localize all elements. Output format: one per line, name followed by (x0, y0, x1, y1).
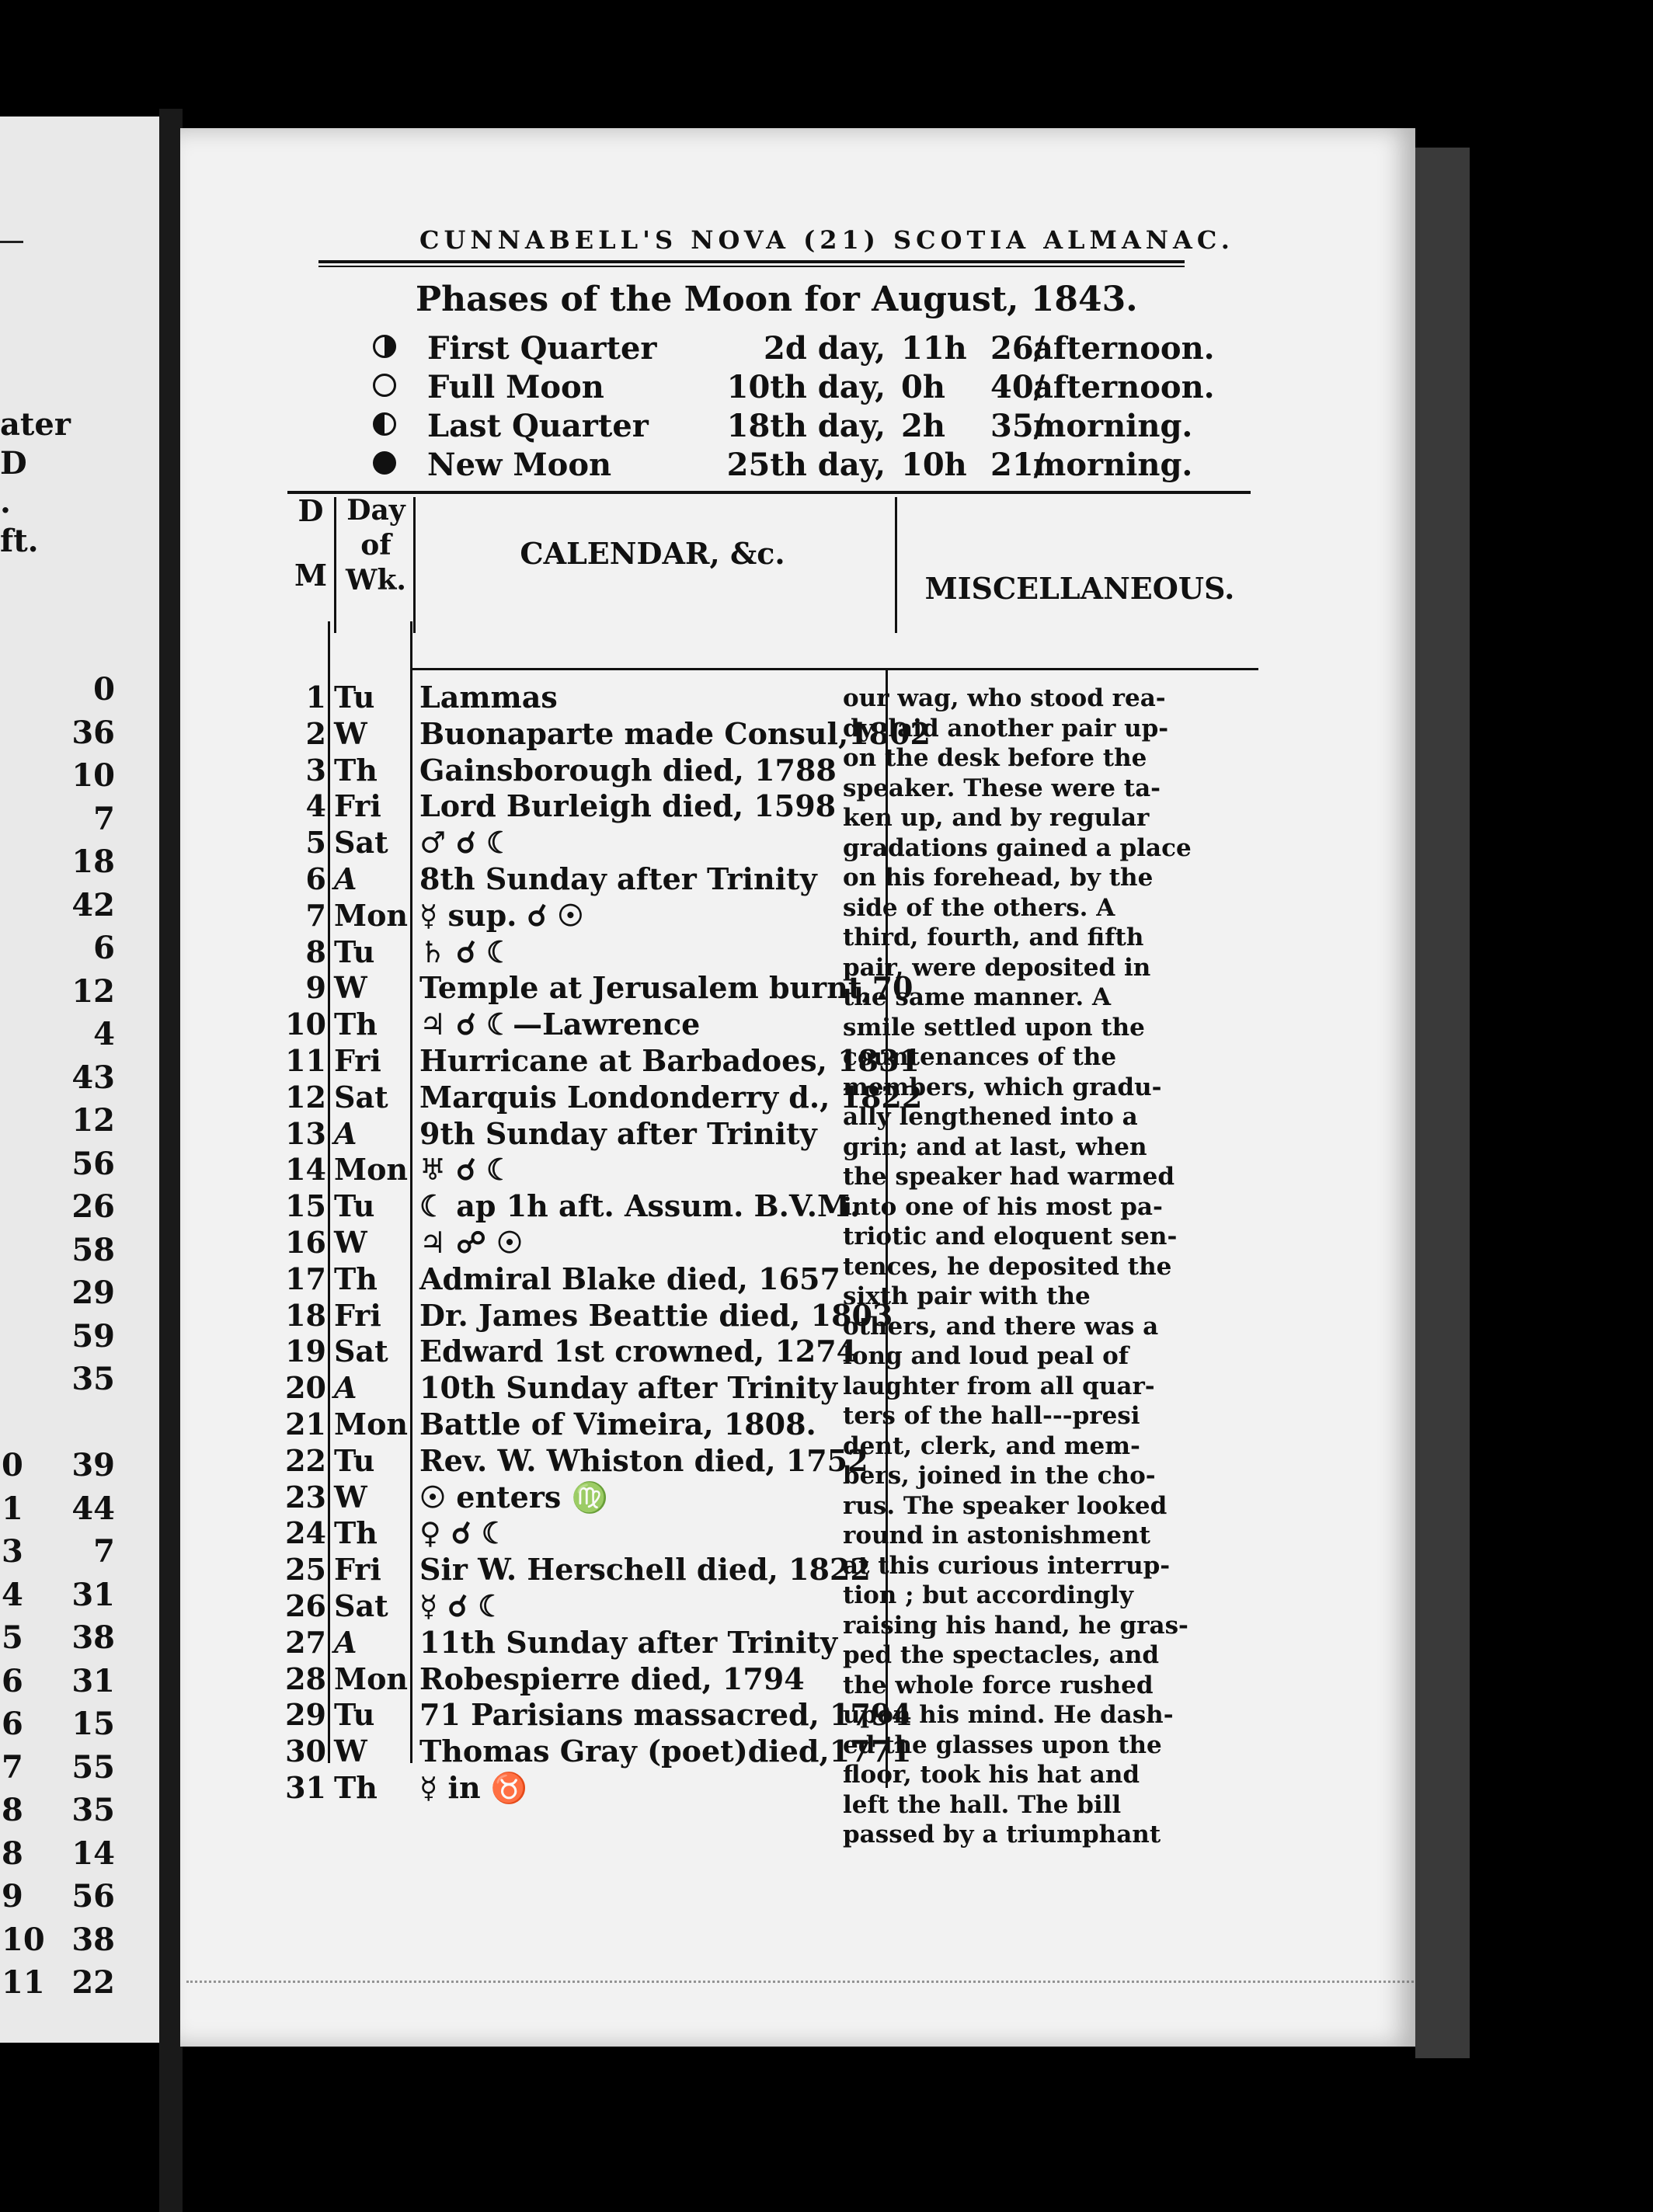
left-page-rule (0, 241, 23, 243)
left-page-row (0, 1574, 155, 1617)
day-of-month: 31 (285, 1769, 326, 1805)
page-edge (1415, 148, 1470, 2058)
moon-first-icon (373, 335, 404, 358)
miscellaneous-line: sixth pair with the (843, 1282, 1091, 1310)
day-of-month: 14 (285, 1152, 326, 1188)
moon-phase-row (373, 330, 1215, 369)
left-page-row (0, 1315, 155, 1358)
day-of-week: A (334, 1624, 357, 1660)
left-page-cell: 55 (71, 1748, 115, 1786)
running-head: CUNNABELL'S NOVA (21) SCOTIA ALMANAC. (419, 225, 1234, 255)
moon-full-glyph (373, 374, 396, 397)
miscellaneous-line: floor, took his hat and (843, 1761, 1140, 1789)
miscellaneous-line: dy, laid another pair up- (843, 714, 1169, 743)
moon-last-icon (373, 412, 404, 436)
left-page-cell: 7 (93, 1533, 115, 1570)
calendar-row (225, 715, 931, 753)
calendar-row (225, 1334, 909, 1370)
miscellaneous-line: upon his mind. He dash- (843, 1701, 1174, 1729)
left-page-row (0, 798, 155, 841)
day-of-week: Sat (334, 1334, 388, 1369)
calendar-row (225, 861, 909, 898)
phase-name: First Quarter (427, 330, 657, 367)
moon-new-glyph (373, 451, 396, 475)
miscellaneous-line: members, which gradu- (843, 1073, 1162, 1101)
day-of-month: 15 (285, 1188, 326, 1224)
phase-time-of-day: morning. (1033, 408, 1193, 444)
moon-full-icon (373, 374, 404, 397)
day-of-week: Tu (334, 680, 375, 715)
left-page-row (0, 1444, 155, 1487)
left-page-row (0, 1530, 155, 1574)
miscellaneous-line: speaker. These were ta- (843, 774, 1161, 802)
left-page-cell: 31 (71, 1576, 115, 1613)
day-of-month: 16 (285, 1224, 326, 1260)
day-of-month: 21 (285, 1406, 326, 1442)
calendar-row (225, 1188, 909, 1225)
calendar-row (225, 1116, 909, 1153)
day-of-week: Sat (334, 1079, 388, 1115)
calendar-event: 11th Sunday after Trinity (419, 1624, 838, 1660)
left-page-cell: 8 (2, 1792, 23, 1828)
calendar-row (225, 1261, 909, 1298)
left-page-row (0, 1961, 155, 2005)
left-page-row (0, 1702, 155, 1746)
column-header-m: M (294, 558, 328, 593)
left-page-row (0, 840, 155, 884)
moon-phase-row (373, 369, 1215, 408)
calendar-event: Rev. W. Whiston died, 1752 (419, 1442, 868, 1478)
miscellaneous-line: into one of his most pa- (843, 1192, 1163, 1221)
column-header-day-of-week (339, 493, 413, 598)
miscellaneous-line: passed by a triumphant (843, 1821, 1161, 1849)
left-page-row (0, 927, 155, 970)
miscellaneous-line: left the hall. The bill (843, 1790, 1122, 1819)
calendar-event: ☿ ☌ ☾ (419, 1588, 505, 1623)
calendar-row (225, 1225, 909, 1261)
moon-new-icon (373, 451, 404, 475)
miscellaneous-line: triotic and eloquent sen- (843, 1223, 1178, 1250)
phase-name: Last Quarter (427, 408, 649, 444)
left-page-row (0, 1875, 155, 1918)
day-of-month: 11 (285, 1042, 326, 1078)
calendar-row (225, 970, 914, 1007)
left-page-row (0, 1358, 155, 1401)
day-of-week: Mon (334, 897, 409, 933)
day-of-month: 24 (285, 1515, 326, 1551)
left-page-cell: 7 (93, 800, 115, 837)
day-of-month: 1 (305, 680, 326, 715)
calendar-row (225, 1298, 909, 1334)
left-page-word: ft. (0, 523, 39, 559)
phase-day: 2d day, (764, 330, 886, 367)
left-page-fragment (0, 117, 159, 2043)
left-page-cell: 6 (2, 1706, 23, 1742)
left-page-row (0, 970, 155, 1014)
left-page-cell: 38 (71, 1921, 115, 1958)
column-header-miscellaneous: MISCELLANEOUS. (924, 571, 1235, 606)
calendar-event: Lammas (419, 680, 558, 715)
phase-hour: 11h (901, 330, 967, 367)
calendar-event: Edward 1st crowned, 1274 (419, 1334, 858, 1369)
left-page-cell: 12 (71, 1102, 115, 1139)
day-of-week: Sat (334, 825, 388, 861)
calendar-event: 8th Sunday after Trinity (419, 861, 817, 896)
calendar-event: ♃ ☍ ☉ (419, 1224, 524, 1260)
left-page-row (0, 1229, 155, 1272)
day-of-week-line-1: Day (346, 494, 405, 527)
day-of-week: Th (334, 1515, 378, 1551)
calendar-event: Temple at Jerusalem burnt,70 (419, 970, 914, 1006)
calendar-event: 9th Sunday after Trinity (419, 1115, 817, 1151)
phase-day: 10th day, (726, 369, 886, 405)
miscellaneous-line: ed the glasses upon the (843, 1730, 1162, 1759)
left-page-cell: 43 (71, 1059, 115, 1096)
phase-minute: 35/ (990, 408, 1046, 444)
day-of-week: A (334, 1370, 357, 1406)
miscellaneous-line: round in astonishment (843, 1522, 1150, 1549)
left-page-cell: 4 (2, 1576, 23, 1613)
left-page-cell: 8 (2, 1835, 23, 1872)
miscellaneous-line: others, and there was a (843, 1312, 1159, 1341)
left-page-row (0, 754, 155, 798)
calendar-row (225, 1152, 909, 1188)
left-page-row (0, 1143, 155, 1186)
calendar-event: Robespierre died, 1794 (419, 1661, 805, 1696)
miscellaneous-line: tion ; but accordingly (843, 1581, 1133, 1609)
calendar-event: Sir W. Herschell died, 1822 (419, 1552, 871, 1588)
miscellaneous-line: the whole force rushed (843, 1671, 1154, 1699)
day-of-month: 19 (285, 1334, 326, 1369)
calendar-event: ☿ in ♉ (419, 1769, 528, 1805)
left-page-row (0, 1013, 155, 1056)
left-page-row (0, 884, 155, 927)
day-of-week: Th (334, 1261, 378, 1296)
left-page-cell: 4 (93, 1016, 115, 1052)
day-of-week: Tu (334, 1697, 375, 1733)
day-of-week: Fri (334, 1552, 381, 1588)
day-of-month: 26 (285, 1588, 326, 1623)
calendar-event: ♂ ☌ ☾ (419, 825, 513, 861)
left-page-words (0, 405, 71, 561)
left-page-row (0, 1832, 155, 1876)
day-of-week: W (334, 1479, 367, 1515)
phase-minute: 21/ (990, 447, 1046, 483)
left-page-cell: 15 (71, 1706, 115, 1742)
phase-name: New Moon (427, 447, 612, 483)
day-of-week: Th (334, 1769, 378, 1805)
miscellaneous-line: long and loud peal of (843, 1342, 1129, 1370)
left-page-row (0, 1789, 155, 1832)
left-page-cell: 58 (71, 1231, 115, 1268)
left-page-cell: 1 (2, 1490, 23, 1527)
left-page-cell: 10 (71, 757, 115, 794)
left-page-row (0, 1918, 155, 1962)
phase-minute: 40/ (990, 369, 1046, 405)
phase-day: 25th day, (726, 447, 886, 483)
calendar-row (225, 1480, 909, 1516)
day-of-week: Tu (334, 934, 375, 969)
day-of-month: 25 (285, 1552, 326, 1588)
miscellaneous-line: ters of the hall---presi (843, 1402, 1140, 1430)
calendar-row (225, 1625, 909, 1661)
table-header-top-rule (287, 491, 1251, 494)
left-page-cell: 44 (71, 1490, 115, 1527)
left-page-cell: 0 (2, 1447, 23, 1483)
calendar-row (225, 1770, 909, 1807)
day-of-month: 23 (285, 1479, 326, 1515)
miscellaneous-line: smile settled upon the (843, 1013, 1145, 1042)
left-page-cell: 59 (71, 1317, 115, 1355)
day-of-week: Tu (334, 1188, 375, 1224)
day-of-month: 30 (285, 1734, 326, 1769)
calendar-row (225, 1515, 909, 1552)
calendar-event: ♃ ☌ ☾—Lawrence (419, 1007, 701, 1042)
calendar-event: ♀ ☌ ☾ (419, 1515, 508, 1551)
column-header-calendar: CALENDAR, &c. (520, 536, 785, 571)
day-of-week: Sat (334, 1588, 388, 1623)
miscellaneous-line: ally lengthened into a (843, 1103, 1138, 1131)
left-page-cell: 18 (71, 843, 115, 880)
phase-hour: 0h (901, 369, 945, 405)
left-page-cell: 56 (71, 1878, 115, 1915)
day-of-month: 7 (305, 897, 326, 933)
calendar-event: 10th Sunday after Trinity (419, 1370, 838, 1406)
left-page-cell: 5 (2, 1619, 23, 1656)
left-page-cell: 12 (71, 972, 115, 1010)
left-page-row (0, 1487, 155, 1531)
left-page-cell: 14 (71, 1835, 115, 1872)
left-page-word: . (0, 484, 11, 520)
day-of-week: Fri (334, 1297, 381, 1333)
miscellaneous-line: our wag, who stood rea- (843, 684, 1166, 712)
miscellaneous-line: on his forehead, by the (843, 864, 1154, 892)
day-of-month: 3 (305, 752, 326, 788)
miscellaneous-line: countenances of the (843, 1043, 1117, 1071)
header-divider-3 (895, 497, 897, 633)
day-of-month: 28 (285, 1661, 326, 1696)
day-of-month: 29 (285, 1697, 326, 1733)
left-page-row (0, 1660, 155, 1703)
left-page-cell: 9 (2, 1878, 23, 1915)
day-of-week: Mon (334, 1661, 409, 1696)
miscellaneous-line: grin; and at last, when (843, 1132, 1147, 1161)
phase-minute: 26/ (990, 330, 1046, 367)
phase-hour: 2h (901, 408, 945, 444)
moon-phases-list (373, 330, 1215, 485)
calendar-row (225, 753, 909, 789)
day-of-week: Th (334, 752, 378, 788)
day-of-week: A (334, 1115, 357, 1151)
phase-name: Full Moon (427, 369, 604, 405)
left-page-row (0, 1616, 155, 1660)
day-of-week: Mon (334, 1152, 409, 1188)
miscellaneous-line: the speaker had warmed (843, 1163, 1175, 1191)
miscellaneous-line: ped the spectacles, and (843, 1641, 1160, 1669)
day-of-week: W (334, 1734, 367, 1769)
left-page-row (0, 1271, 155, 1315)
calendar-row (225, 1007, 909, 1043)
calendar-row (225, 788, 909, 825)
left-page-cell: 26 (71, 1188, 115, 1225)
calendar-row (225, 825, 909, 861)
day-of-month: 20 (285, 1370, 326, 1406)
header-divider-2 (413, 497, 416, 633)
day-of-month: 12 (285, 1079, 326, 1115)
calendar-row (225, 1079, 923, 1116)
phase-day: 18th day, (726, 408, 886, 444)
day-of-week: W (334, 1224, 367, 1260)
phase-hour: 10h (901, 447, 967, 483)
head-rule-thin (318, 266, 1185, 267)
calendar-row (225, 1407, 909, 1443)
page-bottom-edge (186, 1981, 1414, 2014)
day-of-month: 27 (285, 1624, 326, 1660)
calendar-event: ☿ sup. ☌ ☉ (419, 897, 584, 933)
calendar-row (225, 1370, 909, 1407)
calendar-event: Buonaparte made Consul,1802 (419, 715, 931, 751)
day-of-week: Mon (334, 1406, 409, 1442)
column-header-d: D (298, 493, 324, 528)
phases-title: Phases of the Moon for August, 1843. (416, 280, 1138, 319)
left-page-cell: 29 (71, 1275, 115, 1311)
day-of-month: 8 (305, 934, 326, 969)
miscellaneous-line: the same manner. A (843, 983, 1112, 1011)
left-page-cell: 31 (71, 1662, 115, 1699)
calendar-row (225, 680, 909, 716)
miscellaneous-line: dent, clerk, and mem- (843, 1431, 1140, 1460)
miscellaneous-line: bers, joined in the cho- (843, 1462, 1156, 1490)
calendar-event: Admiral Blake died, 1657 (419, 1261, 840, 1296)
calendar-event: ☉ enters ♍ (419, 1479, 608, 1515)
left-page-row (0, 1185, 155, 1229)
left-page-cell: 6 (93, 930, 115, 966)
miscellaneous-line: laughter from all quar- (843, 1372, 1155, 1400)
phase-time-of-day: afternoon. (1033, 369, 1215, 405)
left-page-cell: 38 (71, 1619, 115, 1656)
left-page-cell: 35 (71, 1792, 115, 1828)
day-of-week: Th (334, 1007, 378, 1042)
calendar-event: 71 Parisians massacred, 1794 (419, 1697, 912, 1733)
left-page-cell: 11 (2, 1964, 45, 2001)
miscellaneous-line: pair, were deposited in (843, 953, 1151, 982)
left-page-cell: 39 (71, 1447, 115, 1483)
calendar-row (225, 1588, 909, 1625)
calendar-event: Dr. James Beattie died, 1803 (419, 1297, 893, 1333)
day-of-week-line-3: Wk. (346, 564, 406, 596)
left-page-numbers (0, 668, 155, 2005)
moon-phase-row (373, 447, 1212, 485)
miscellaneous-line: rus. The speaker looked (843, 1491, 1168, 1520)
day-of-week: A (334, 861, 357, 896)
calendar-event: Thomas Gray (poet)died,1771 (419, 1734, 912, 1769)
miscellaneous-text (843, 683, 1255, 1850)
left-page-cell: 10 (2, 1921, 45, 1958)
day-of-month: 22 (285, 1442, 326, 1478)
miscellaneous-line: raising his hand, he gras- (843, 1611, 1188, 1640)
left-page-cell: 6 (2, 1662, 23, 1699)
day-of-month: 4 (305, 788, 326, 824)
calendar-event: Hurricane at Barbadoes, 1831 (419, 1042, 920, 1078)
left-page-cell: 7 (2, 1748, 23, 1786)
left-page-cell: 42 (71, 886, 115, 923)
day-of-month: 2 (305, 715, 326, 751)
left-page-row (0, 1056, 155, 1100)
left-page-cell: 0 (93, 671, 115, 708)
book-spine (159, 109, 183, 2212)
calendar-row (225, 898, 909, 934)
header-divider-1 (334, 497, 336, 633)
day-of-month: 10 (285, 1007, 326, 1042)
calendar-event: Lord Burleigh died, 1598 (419, 788, 837, 824)
left-page-cell: 36 (71, 714, 115, 751)
calendar-row (225, 1697, 912, 1734)
day-of-week: W (334, 970, 367, 1006)
day-of-week: Fri (334, 788, 381, 824)
calendar-row (225, 1661, 909, 1698)
moon-phase-row (373, 408, 1212, 447)
left-page-row (0, 1401, 155, 1445)
left-page-row (0, 1746, 155, 1789)
calendar-row (225, 1552, 909, 1588)
day-of-month: 13 (285, 1115, 326, 1151)
day-of-month: 9 (305, 970, 326, 1006)
left-page-cell: 35 (71, 1361, 115, 1397)
left-page-word: D (0, 445, 27, 482)
left-page-word: ater (0, 406, 71, 443)
miscellaneous-line: gradations gained a place (843, 833, 1192, 862)
calendar-row (225, 1042, 920, 1080)
left-page-cell: 22 (71, 1964, 115, 2001)
calendar-row (225, 934, 909, 971)
miscellaneous-line: ken up, and by regular (843, 804, 1150, 832)
miscellaneous-line: side of the others. A (843, 893, 1115, 922)
day-of-week: Fri (334, 1042, 381, 1078)
day-of-month: 17 (285, 1261, 326, 1296)
miscellaneous-line: third, fourth, and fifth (843, 923, 1144, 951)
left-page-row (0, 1099, 155, 1143)
day-of-month: 6 (305, 861, 326, 896)
left-page-cell: 56 (71, 1145, 115, 1182)
phase-time-of-day: morning. (1033, 447, 1193, 483)
day-of-week: Tu (334, 1442, 375, 1478)
calendar-event: Gainsborough died, 1788 (419, 752, 837, 788)
day-of-week: W (334, 715, 367, 751)
moon-last-glyph (373, 412, 396, 436)
calendar-event: ♄ ☌ ☾ (419, 934, 513, 969)
calendar-event: Battle of Vimeira, 1808. (419, 1406, 816, 1442)
left-page-row (0, 711, 155, 755)
calendar-row (225, 1443, 909, 1480)
calendar-event: ☾ ap 1h aft. Assum. B.V.M. (419, 1188, 861, 1224)
head-rule (318, 260, 1185, 263)
day-of-month: 5 (305, 825, 326, 861)
day-of-week-line-2: of (360, 529, 392, 562)
miscellaneous-line: tences, he deposited the (843, 1252, 1172, 1281)
left-page-row (0, 668, 155, 711)
day-of-month: 18 (285, 1297, 326, 1333)
left-page-cell: 3 (2, 1533, 23, 1570)
calendar-list (225, 617, 931, 1807)
phase-time-of-day: afternoon. (1033, 330, 1215, 367)
miscellaneous-line: on the desk before the (843, 744, 1147, 772)
calendar-event: ♅ ☌ ☾ (419, 1152, 513, 1188)
moon-first-glyph (373, 335, 396, 358)
miscellaneous-line: at this curious interrup- (843, 1551, 1171, 1580)
calendar-event: Marquis Londonderry d., 1822 (419, 1079, 923, 1115)
calendar-row (225, 1734, 912, 1770)
